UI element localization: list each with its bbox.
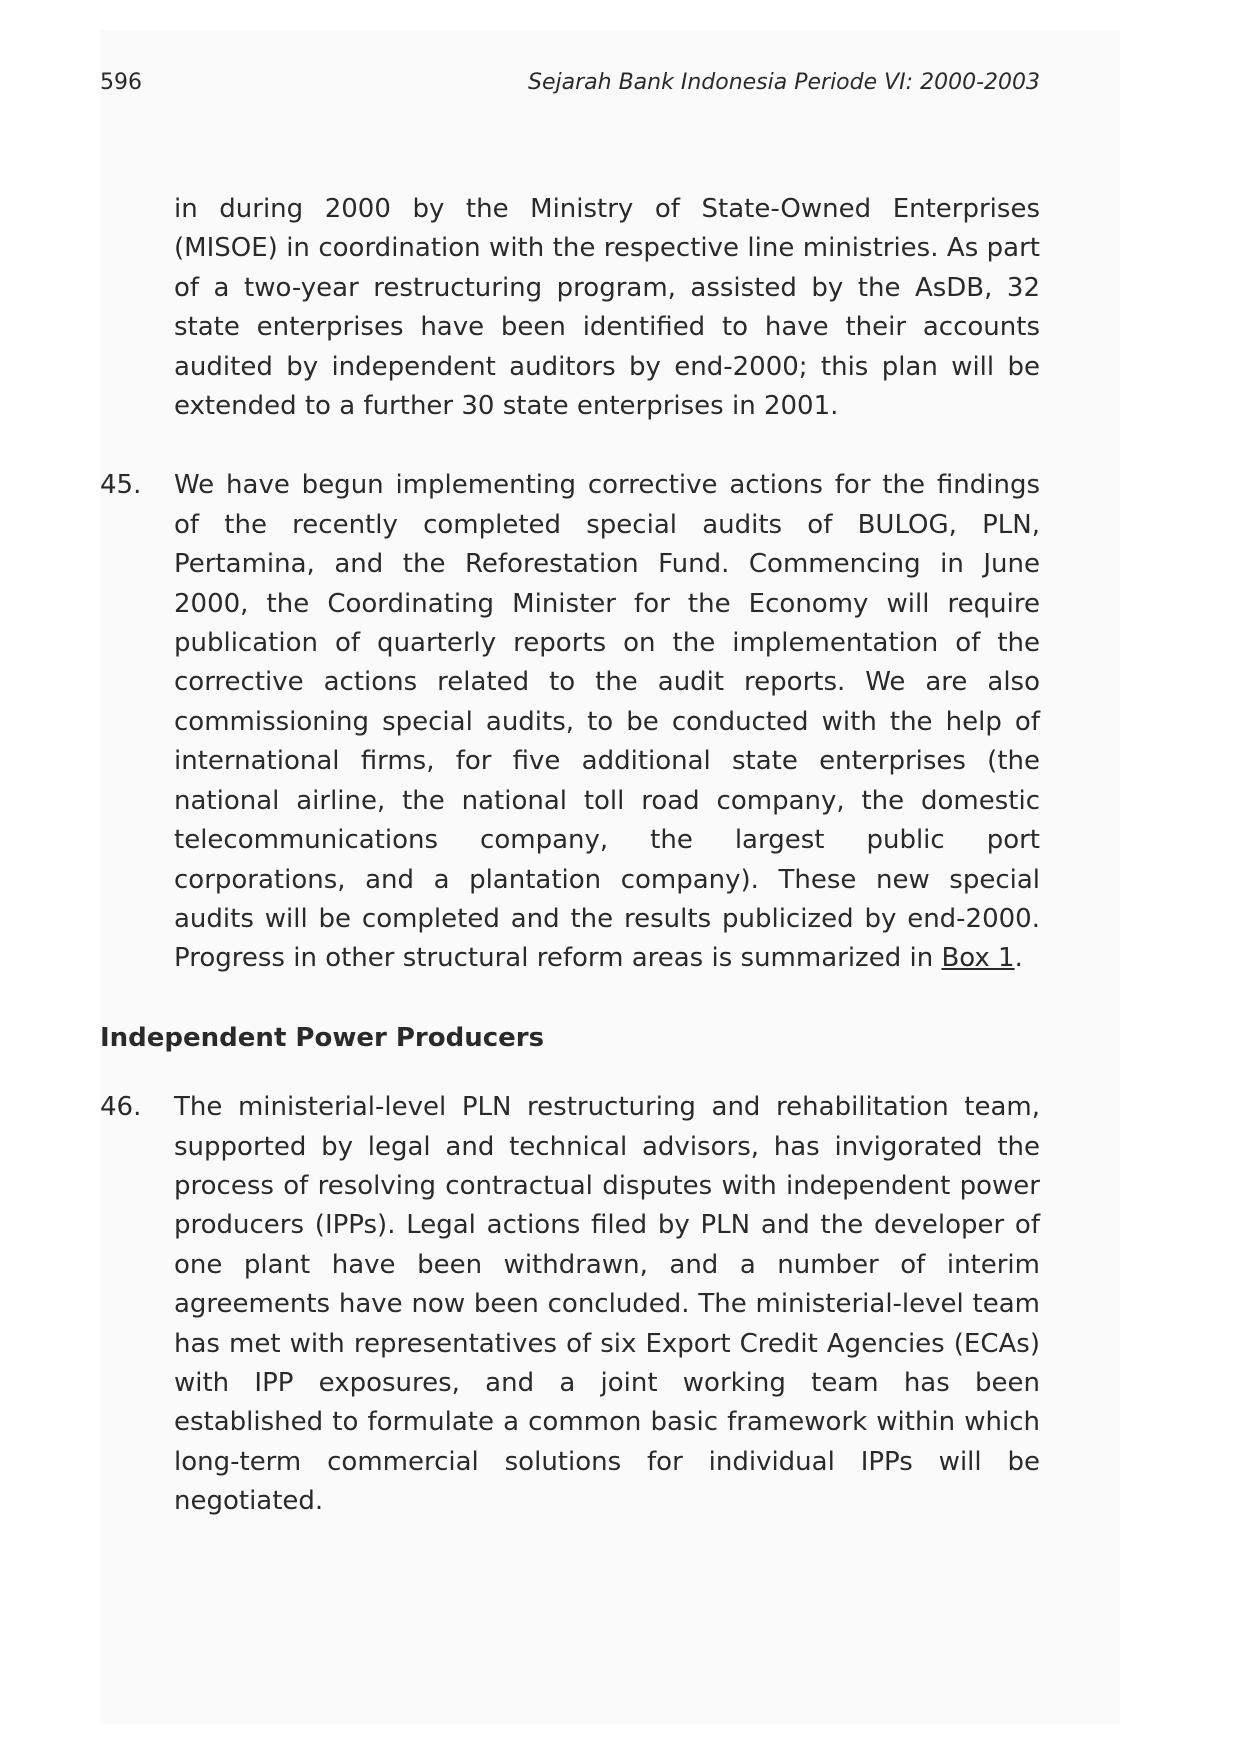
- body-text: [100, 190, 1040, 1522]
- paragraph-number-46: 46.: [100, 1092, 142, 1123]
- continuation-text: in during 2000 by the Ministry of State-Owned Enterprises (MISOE) in coordination with the respective line ministries. As part of a two-year restructuring program, assisted by the AsDB, 32 state enterprises have been identified to have their accounts audited by independent auditors by end-2000; this plan will be extended to a further 30 state enterprises in 2001.: [174, 194, 1040, 422]
- paragraph-45-text: We have begun implementing corrective actions for the findings of the recently completed special audits of BULOG, PLN, Pertamina, and the Reforestation Fund. Commencing in June 2000, the Coordinating Minister for the Economy will require publication of quarterly reports on the implementation of the corrective actions related to the audit reports. We are also commissioning special audits, to be conducted with the help of international firms, for five additional state enterprises (the national airline, the national toll road company, the domestic telecommunications company, the largest public port corporations, and a plantation company). These new special audits will be completed and the results publicized by end-2000. Progress in other structural reform areas is summarized in: [174, 470, 1040, 974]
- paragraph-45-body: [174, 466, 1040, 978]
- continuation-paragraph: [100, 190, 1040, 426]
- page-number: 596: [100, 70, 142, 95]
- paragraph-45-end: .: [1014, 943, 1023, 974]
- section-heading: Independent Power Producers: [100, 1022, 545, 1053]
- paragraph-45: [100, 466, 1040, 978]
- running-title: Sejarah Bank Indonesia Periode VI: 2000-2003: [528, 70, 1040, 95]
- paragraph-number-45: 45.: [100, 470, 142, 501]
- paragraph-46: [100, 1088, 1040, 1521]
- paragraph-46-text: The ministerial-level PLN restructuring and rehabilitation team, supported by legal and technical advisors, has invigorated the process of resolving contractual disputes with independent power producers (IPPs). Legal actions filed by PLN and the developer of one plant have been withdrawn, and a number of interim agreements have now been concluded. The ministerial-level team has met with representatives of six Export Credit Agencies (ECAs) with IPP exposures, and a joint working team has been established to formulate a common basic framework within which long-term commercial solutions for individual IPPs will be negotiated.: [174, 1092, 1040, 1517]
- box-1-link[interactable]: Box 1: [941, 943, 1015, 974]
- page-header: [100, 70, 1040, 106]
